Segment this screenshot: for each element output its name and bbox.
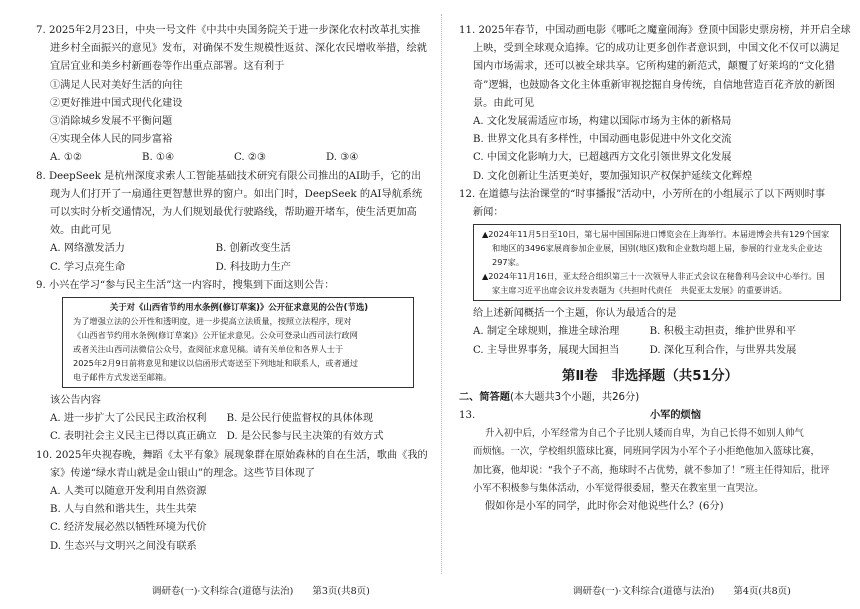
passage-line: 小军不积极参与集体活动，小军觉得很委屈，整天在教室里一直哭泣。: [473, 482, 764, 494]
question-12-stem: 给上述新闻概括一个主题，你认为最适合的是: [473, 308, 677, 320]
question-13-title: 小军的烦恼: [650, 410, 701, 422]
question-10-line-2: 家》传递“绿水青山就是金山银山”的理念。这些节目体现了: [50, 467, 316, 479]
notice-box: [62, 297, 414, 388]
section-note: (本大题共3个小题，共26分): [509, 391, 640, 403]
answer-option-b[interactable]: B. ①④: [142, 152, 175, 164]
passage-line: 升入初中后，小军经常为自己个子比别人矮而自卑，为自己长得不如别人帅气: [485, 428, 804, 440]
answer-option-d[interactable]: D. 是公民参与民主决策的有效方式: [226, 431, 384, 443]
answer-option-b[interactable]: B. 创新改变生活: [215, 243, 291, 255]
page-footer-left: 调研卷(一)·文科综合(道德与法治) 第3页(共8页): [152, 585, 370, 597]
right-column: [459, 22, 851, 516]
answer-option-b[interactable]: B. 是公民行使监督权的具体体现: [226, 413, 374, 425]
answer-option-c[interactable]: C. 主导世界事务，展现大国担当: [473, 344, 620, 356]
question-11-line-3: 国内市场需求，还可以被全球共享。它所构建的新范式，颠覆了好莱坞的“文化猎: [473, 61, 835, 73]
answer-option-a[interactable]: A. 人类可以随意开发利用自然资源: [50, 486, 207, 498]
question-10-options: [36, 483, 418, 556]
question-8-options-row-1: [36, 240, 418, 258]
answer-option-d[interactable]: D. 生态兴与文明兴之间没有联系: [50, 540, 197, 552]
answer-option-d[interactable]: D. ③④: [326, 152, 359, 164]
notice-line: 《山西省节约用水条例(修订草案)》公开征求意见。公众可登录山西司法行政网: [73, 330, 358, 341]
question-13-number: 13.: [459, 410, 476, 422]
question-7-line-1: 7. 2025年2月23日，中央一号文件《中共中央国务院关于进一步深化农村改革扎实推: [36, 25, 421, 36]
answer-option-c[interactable]: C. 中国文化影响力大，已超越西方文化引领世界文化发展: [473, 152, 732, 164]
notice-line: 为了增强立法的公开性和透明度，进一步提高立法质量，按照立法程序，现对: [73, 316, 352, 327]
passage-line: 加比赛，他却说：“我个子不高，拖球时不占优势，就不参加了！”班主任得知后，批评: [473, 464, 830, 476]
question-12-line-2: 新闻：: [473, 207, 504, 219]
answer-option-d[interactable]: D. 科技助力生产: [215, 261, 291, 273]
answer-option-a[interactable]: A. 文化发展需适应市场，构建以国际市场为主体的新格局: [473, 116, 732, 128]
question-10: [36, 447, 428, 556]
statement-item: ①满足人民对美好生活的向往: [50, 79, 183, 91]
passage-line: 而烦恼。一次，学校组织篮球比赛，同班同学因为小军个子小拒绝他加入篮球比赛，: [473, 446, 820, 458]
answer-option-c[interactable]: C. ②③: [234, 152, 267, 164]
answer-option-a[interactable]: A. 网络激发活力: [50, 243, 125, 255]
question-11-line-5: 景。由此可见: [473, 97, 535, 109]
answer-option-b[interactable]: B. 人与自然和谐共生，共生共荣: [50, 504, 197, 516]
question-9-stem: 该公告内容: [50, 395, 101, 407]
news-item: ▲2024年11月16日，亚太经合组织第三十一次领导人非正式会议在秘鲁利马会议中心举行。国家主席习近平出席会议并发表题为《共担时代责任 共促亚太发展》的重要讲话。: [482, 271, 825, 296]
answer-option-d[interactable]: D. 文化创新让生活更美好，要加强知识产权保护延续文化辉煌: [473, 170, 753, 182]
section-heading: 二、简答题: [459, 391, 510, 403]
question-8-line-1: 8. DeepSeek 是杭州深度求索人工智能基础技术研究有限公司推出的AI助手，它的出: [36, 170, 422, 182]
answer-option-a[interactable]: A. ①②: [50, 152, 83, 164]
left-column: [36, 22, 428, 556]
question-12-options-row-2: [459, 342, 841, 360]
question-7-line-2: 进乡村全面振兴的意见》发布，对确保不发生规模性返贫、深化农民增收举措，绘就: [50, 43, 427, 55]
question-8: [36, 168, 423, 277]
question-7-options: [36, 149, 418, 167]
part-2-title: 第Ⅱ卷 非选择题（共51分）: [561, 367, 739, 384]
question-13-prompt: 假如你是小军的同学，此时你会对他说些什么？(6分): [485, 501, 724, 513]
answer-option-b[interactable]: B. 积极主动担责，维护世界和平: [649, 326, 797, 338]
question-9-options-row-1: [36, 410, 418, 428]
statement-item: ②更好推进中国式现代化建设: [50, 97, 183, 109]
question-9-options-row-2: [36, 428, 418, 446]
question-12: [459, 186, 841, 360]
question-11: [459, 22, 851, 186]
notice-line: 2025年2月9日前将意见和建议以信函形式寄送至下列地址和联系人，或者通过: [73, 358, 359, 369]
answer-option-b[interactable]: B. 世界文化具有多样性，中国动画电影促进中外文化交流: [473, 134, 732, 146]
column-divider: [441, 14, 442, 574]
section-title: [459, 389, 841, 407]
question-11-line-4: 奇”逻辑，也鼓励各文化主体重新审视挖掘自身传统，自信地营造百花齐放的新图: [473, 79, 835, 91]
question-13-passage: [459, 425, 841, 498]
question-13-head: [459, 407, 841, 425]
question-12-line-1: 12. 在道德与法治课堂的“时事播报”活动中，小芳所在的小组展示了以下两则时事: [459, 188, 826, 200]
question-7-line-3: 宜居宜业和美乡村新画卷等作出重点部署。这有利于: [50, 61, 285, 73]
answer-option-c[interactable]: C. 学习点亮生命: [50, 261, 126, 273]
question-11-options: [459, 113, 841, 186]
question-7: [36, 22, 427, 168]
question-9: [36, 277, 418, 447]
question-8-options-row-2: [36, 259, 418, 277]
answer-option-c[interactable]: C. 表明社会主义民主已得以真正确立: [50, 431, 217, 443]
statement-item: ④实现全体人民的同步富裕: [50, 134, 173, 146]
question-8-line-3: 可以实时分析交通情况，为人们规划最优行驶路线，帮助避开堵车，使生活更加高: [50, 207, 417, 219]
question-8-line-4: 效。由此可见: [50, 225, 112, 237]
question-11-line-2: 上映，受到全球观众追捧。它的成功让更多创作者意识到，中国文化不仅可以满足: [473, 43, 840, 55]
statement-item: ③消除城乡发展不平衡问题: [50, 116, 173, 128]
page-footer-right: 调研卷(一)·文科综合(道德与法治) 第4页(共8页): [573, 585, 791, 597]
answer-option-d[interactable]: D. 深化互利合作，与世界共发展: [649, 344, 797, 356]
news-item: ▲2024年11月5日至10日，第七届中国国际进口博览会在上海举行。本届进博会共有129个国家和地区的3496家展商参加企业展，国别(地区)数和企业数均超上届，参展的行业龙头企业达297家。: [482, 229, 830, 268]
answer-option-a[interactable]: A. 进一步扩大了公民民主政治权利: [50, 413, 207, 425]
answer-option-c[interactable]: C. 经济发展必然以牺牲环境为代价: [50, 522, 207, 534]
news-box: [473, 224, 841, 301]
question-13: [459, 407, 841, 516]
notice-line: 或者关注山西司法微信公众号，查阅征求意见稿。请有关单位和各界人士于: [73, 344, 344, 355]
question-8-line-2: 现为人们打开了一扇通往更智慧世界的窗户。如出门时，DeepSeek 的AI导航系统: [50, 188, 423, 200]
question-10-line-1: 10. 2025年央视春晚，舞蹈《太平有象》展现象群在原始森林的自在生活，歌曲《我的: [36, 449, 428, 461]
question-11-line-1: 11. 2025年春节，中国动画电影《哪吒之魔童闹海》登顶中国影史票房榜，并开启全球: [459, 25, 851, 36]
answer-option-a[interactable]: A. 制定全球规则，推进全球治理: [473, 326, 620, 338]
question-12-options-row-1: [459, 323, 841, 341]
question-9-line-1: 9. 小兴在学习“参与民主生活”这一内容时，搜集到下面这则公告：: [36, 279, 335, 291]
question-7-items: [36, 77, 418, 150]
notice-title: 关于对《山西省节约用水条例(修订草案)》公开征求意见的公告(节选): [109, 302, 369, 313]
notice-line: 电子邮件方式发送至邮箱。: [73, 372, 172, 383]
